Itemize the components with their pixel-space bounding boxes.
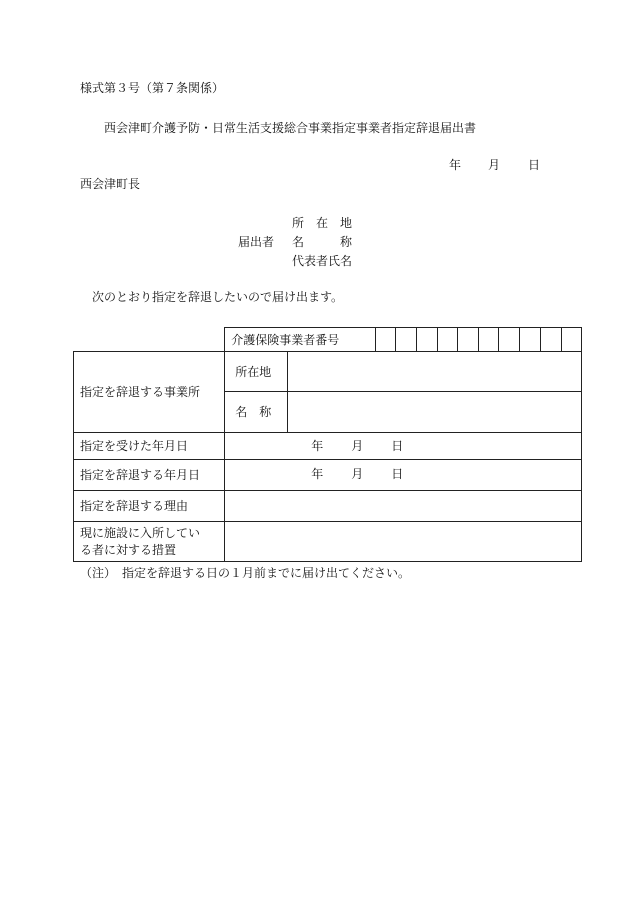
intro-text: 次のとおり指定を辞退したいので届け出ます。	[92, 290, 344, 304]
reason-row	[74, 491, 582, 522]
designated-date-field[interactable]	[225, 433, 582, 460]
applicant-role-label: 届出者	[238, 235, 275, 249]
measures-label	[74, 522, 225, 562]
date-year-label: 年	[449, 158, 462, 172]
date-month-label: 月	[488, 158, 501, 172]
measures-label-line2: る者に対する措置	[80, 542, 177, 557]
withdrawal-form-table	[73, 327, 582, 562]
office-address-field[interactable]	[288, 352, 582, 392]
office-address-row	[74, 352, 582, 392]
withdraw-date-month: 月	[351, 467, 364, 481]
reason-field[interactable]	[225, 491, 582, 522]
withdraw-date-day: 日	[391, 467, 404, 481]
provider-number-digit[interactable]	[437, 328, 457, 352]
measures-row	[74, 522, 582, 562]
provider-number-digit[interactable]	[416, 328, 437, 352]
designated-date-month: 月	[351, 439, 364, 453]
provider-number-digit[interactable]	[519, 328, 540, 352]
measures-label-line1: 現に施設に入所してい	[80, 525, 201, 540]
office-address-label: 所在地	[225, 352, 288, 392]
office-name-field[interactable]	[288, 392, 582, 433]
date-day-label: 日	[528, 158, 541, 172]
applicant-name-label: 名 称	[292, 235, 353, 249]
document-title: 西会津町介護予防・日常生活支援総合事業指定事業者指定辞退届出書	[104, 121, 477, 135]
provider-number-digit[interactable]	[457, 328, 478, 352]
designated-date-label: 指定を受けた年月日	[74, 433, 225, 460]
provider-number-digit[interactable]	[498, 328, 519, 352]
withdraw-date-row	[74, 460, 582, 491]
designated-date-row	[74, 433, 582, 460]
withdraw-date-label: 指定を辞退する年月日	[74, 460, 225, 491]
provider-number-digit[interactable]	[375, 328, 395, 352]
measures-field[interactable]	[225, 522, 582, 562]
provider-number-digit[interactable]	[540, 328, 561, 352]
reason-label: 指定を辞退する理由	[74, 491, 225, 522]
applicant-rep-label: 代表者氏名	[292, 254, 353, 268]
recipient: 西会津町長	[80, 177, 141, 191]
provider-number-row	[74, 328, 582, 352]
designated-date-day: 日	[391, 439, 404, 453]
blank-cell	[74, 328, 225, 352]
withdraw-date-year: 年	[311, 467, 324, 481]
provider-number-digit[interactable]	[395, 328, 416, 352]
office-name-label: 名 称	[225, 392, 288, 433]
footnote: （注） 指定を辞退する日の１月前までに届け出てください。	[80, 566, 411, 580]
provider-number-digit[interactable]	[478, 328, 498, 352]
form-label: 様式第３号（第７条関係）	[80, 81, 225, 95]
provider-number-label: 介護保険事業者番号	[225, 328, 375, 352]
designated-date-year: 年	[311, 439, 324, 453]
applicant-address-label: 所 在 地	[292, 216, 353, 230]
provider-number-digit[interactable]	[561, 328, 581, 352]
office-label: 指定を辞退する事業所	[74, 352, 225, 433]
withdraw-date-field[interactable]	[225, 460, 582, 491]
